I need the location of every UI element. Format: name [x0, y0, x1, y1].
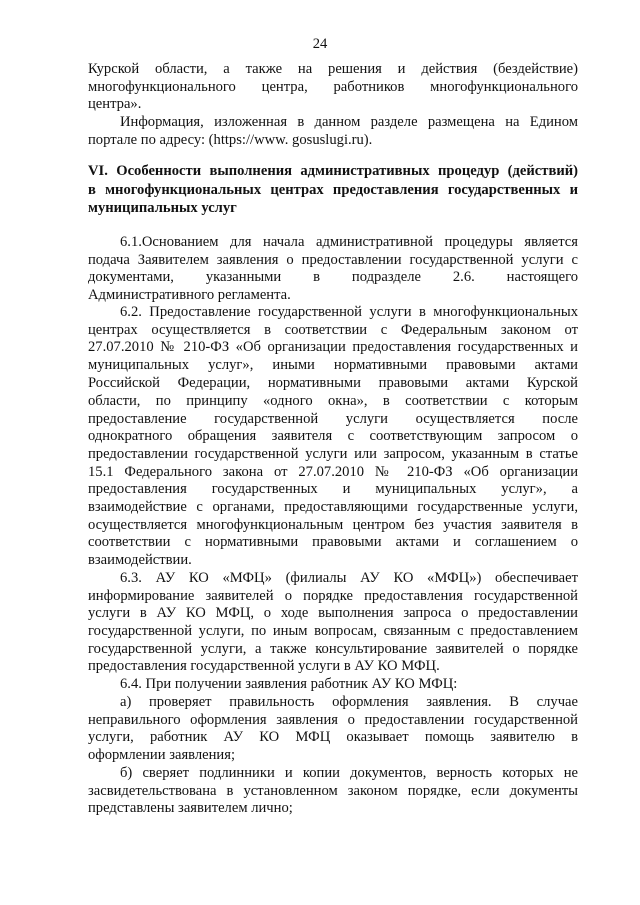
paragraph-6-4-line: 6.4. При получении заявления работник АУ КО МФЦ: — [120, 676, 458, 692]
section-heading-line: VI. Особенности выполнения административных процедур (действий) — [88, 163, 578, 179]
paragraph-6-2-line: муниципальных услуг», иными нормативными правовыми актами — [88, 357, 578, 373]
intro-line: Информация, изложенная в данном разделе размещена на Едином — [120, 114, 578, 130]
paragraph-6-2-line: взаимодействии. — [88, 552, 192, 568]
paragraph-6-3-line: предоставления государственной услуги в АУ КО МФЦ. — [88, 658, 440, 674]
paragraph-6-2-line: 15.1 Федерального закона от 27.07.2010 № 210-ФЗ «Об организации — [88, 464, 578, 480]
paragraph-6-2-line: Российской Федерации, нормативными правовыми актами Курской — [88, 375, 578, 391]
paragraph-6-2-line: 6.2. Предоставление государственной услуги в многофункциональных — [120, 304, 578, 320]
paragraph-6-3-line: государственной услуги, а также консультирование заявителей о порядке — [88, 641, 578, 657]
section-heading-line: в многофункциональных центрах предоставления государственных и — [88, 182, 578, 198]
intro-line: портале по адресу: (https://www. gosuslugi.ru). — [88, 132, 373, 148]
paragraph-6-2-line: центрах осуществляется в соответствии с Федеральным законом от — [88, 322, 578, 338]
paragraph-6-2-line: однократного обращения заявителя с соответствующим запросом о — [88, 428, 578, 444]
paragraph-6-1-line: 6.1.Основанием для начала административной процедуры является — [120, 234, 578, 250]
paragraph-6-2-line: осуществляется многофункциональным центром без участия заявителя в — [88, 517, 578, 533]
intro-line: центра». — [88, 96, 142, 112]
paragraph-6-2-line: соответствии с нормативными правовыми актами и соглашением о — [88, 534, 578, 550]
intro-line: многофункционального центра, работников многофункционального — [88, 79, 578, 95]
paragraph-6-4-line: засвидетельствована в установленном законом порядке, если документы — [88, 783, 578, 799]
page-number: 24 — [312, 36, 328, 52]
paragraph-6-3-line: 6.3. АУ КО «МФЦ» (филиалы АУ КО «МФЦ») обеспечивает — [120, 570, 578, 586]
paragraph-6-4-line: а) проверяет правильность оформления заявления. В случае — [120, 694, 578, 710]
paragraph-6-2-line: 27.07.2010 № 210-ФЗ «Об организации предоставления государственных и — [88, 339, 578, 355]
paragraph-6-1-line: подача Заявителем заявления о предоставлении государственной услуги с — [88, 252, 578, 268]
paragraph-6-1-line: Административного регламента. — [88, 287, 291, 303]
paragraph-6-4-line: неправильного оформления заявления о предоставлении государственной — [88, 712, 578, 728]
paragraph-6-3-line: государственной услуги, по иным вопросам, связанным с предоставлением — [88, 623, 578, 639]
paragraph-6-4-line: услуги, работник АУ КО МФЦ оказывает помощь заявителю в — [88, 729, 578, 745]
paragraph-6-3-line: услуги в АУ КО МФЦ, о ходе выполнения запроса о предоставлении — [88, 605, 578, 621]
section-heading-line: муниципальных услуг — [88, 200, 237, 216]
paragraph-6-2-line: предоставление государственной услуги осуществляется после — [88, 411, 578, 427]
paragraph-6-2-line: предоставления государственных и муниципальных услуг», а — [88, 481, 578, 497]
paragraph-6-2-line: взаимодействие с органами, предоставляющими государственные услуги, — [88, 499, 578, 515]
paragraph-6-4-line: б) сверяет подлинники и копии документов, верность которых не — [120, 765, 578, 781]
paragraph-6-2-line: предоставлении государственной услуги или запросом, указанным в статье — [88, 446, 578, 462]
intro-line: Курской области, а также на решения и действия (бездействие) — [88, 61, 578, 77]
paragraph-6-4-line: оформлении заявления; — [88, 747, 235, 763]
paragraph-6-3-line: информирование заявителей о порядке предоставления государственной — [88, 588, 578, 604]
paragraph-6-4-line: представлены заявителем лично; — [88, 800, 293, 816]
paragraph-6-2-line: области, по принципу «одного окна», в соответствии с которым — [88, 393, 578, 409]
paragraph-6-1-line: документами, указанными в подразделе 2.6. настоящего — [88, 269, 578, 285]
